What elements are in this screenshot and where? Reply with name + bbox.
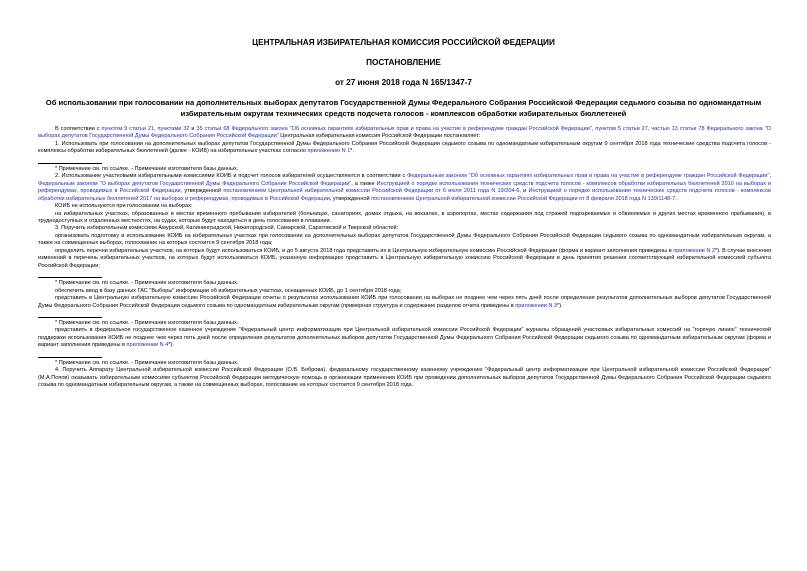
link-instruction-koib-2010[interactable]: Инструкцией о порядке использования технических средств подсчета голосов - комплексов обработки избирательных бюллетеней 2010 на выборах и референдумах, проводимых в Российской Федерации: [38, 180, 771, 195]
footnote-divider: [38, 277, 102, 278]
document-type-heading: ПОСТАНОВЛЕНИЕ: [366, 58, 441, 67]
link-appendix-4[interactable]: приложении N 4: [126, 342, 169, 349]
paragraph-3-define-lists: определить перечни избирательных участков, на которых будут использоваться КОИБ, и до 5 августа 2018 года представить их в Центральную избирательную комиссию Российской Федерации (форма и вариант заполнения приведены в приложении N 2*). В случае внесения изменений в перечень избирательных участков, на которых будут использоваться КОИБ, указанную информацию представить в Центральную избирательную комиссию Российской Федерации в день принятия решения соответствующей избирательной комиссией субъекта Российской Федерации;: [38, 247, 771, 269]
link-appendix-2[interactable]: приложении N 2: [673, 247, 716, 254]
footnote-divider: [38, 357, 102, 358]
footnote-note: * Примечание см. по ссылке. - Примечание изготовителя базы данных.: [55, 359, 239, 366]
link-law-duma-elections[interactable]: Федеральным законом "О выборах депутатов Государственной Думы Федерального Собрания Российской Федерации": [38, 180, 352, 187]
link-resolution-2011[interactable]: постановлением Центральной избирательной комиссии Российской Федерации от 6 июля 2011 года N 19/204-6: [223, 188, 520, 195]
document-date-number: от 27 июня 2018 года N 165/1347-7: [335, 78, 472, 87]
paragraph-3-organize: организовать подготовку и использование КОИБ на избирательных участках при голосовании на дополнительных выборах депутатов Государственной Думы Федерального Собрания Российской Федерации седьмого созыва по одномандатным избирательным округам, а также на совмещенных выборах, голосование на которых состоится 9 сентября 2018 года;: [38, 232, 771, 247]
organization-heading: ЦЕНТРАЛЬНАЯ ИЗБИРАТЕЛЬНАЯ КОМИССИЯ РОССИЙСКОЙ ФЕДЕРАЦИИ: [252, 38, 555, 47]
link-instruction-koib-2017[interactable]: Инструкцией о порядке использования технических средств подсчета голосов - комплексов обработки избирательных бюллетеней 2017 на выборах и референдумах, проводимых в Российской Федерации: [38, 188, 771, 202]
link-federal-law-duma[interactable]: частью 13 статьи 78 Федерального закона "О выборах депутатов Государственной Думы Федерального Собрания Российской Федерации": [38, 126, 771, 140]
paragraph-4: 4. Поручить Аппарату Центральной избирательной комиссии Российской Федерации (О.В. Боброва), федеральному государственному казенному учреждению "Федеральный центр информатизации при Центральной избирательной комиссии Российской Федерации" (М.А.Попов) оказывать избирательным комиссиям субъектов Российской Федерации методическую помощь в организации применения КОИБ при проведении дополнительных выборов депутатов Государственной Думы Федерального Собрания Российской Федерации седьмого созыва по одномандатным избирательным округам, а также на совмещенных выборах, голосование на которых состоится 9 сентября 2018 года.: [38, 367, 771, 389]
paragraph-3-reports: представить в Центральную избирательную комиссию Российской Федерации отчеты о результатах использования КОИБ при голосовании на выборах не позднее чем через пять дней после определения результатов дополнительных выборов депутатов Государственной Думы Федерального Собрания Российской Федерации седьмого созыва по одномандатным избирательным округам (примерная структура и содержание разделов отчета приведены в приложении N 3*).: [38, 295, 771, 309]
footnote-note: * Примечание см. по ссылке. - Примечание изготовителя базы данных.: [55, 280, 239, 287]
footnote-divider: [38, 163, 102, 164]
paragraph-exceptions: на избирательных участках, образованных в местах временного пребывания избирателей (больницах, санаториях, домах отдыха, на вокзалах, в аэропортах, местах содержания под стражей подозреваемых и обвиняемых и других местах временного пребывания), в труднодоступных и отдаленных местностях, на судах, которые будут находиться в день голосования в плавании.: [38, 210, 771, 224]
link-appendix-1[interactable]: приложению N 1: [307, 148, 351, 155]
paragraph-preamble: В соответствии с пунктом 9 статьи 21, пунктами 32 и 35 статьи 68 Федерального закона "Об основных гарантиях избирательных прав и права на участие в референдуме граждан Российской Федерации", пунктом 5 статьи 27, частью 13 статьи 78 Федерального закона "О выборах депутатов Государственной Думы Федерального Собрания Российской Федерации" Центральная избирательная комиссия Российской Федерации постановляет:: [38, 126, 771, 140]
document-body: [38, 126, 771, 390]
paragraph-2: 2. Использование участковыми избирательными комиссиями КОИБ и подсчет голосов избирателей осуществляются в соответствии с Федеральным законом "Об основных гарантиях избирательных прав и права на участие в референдуме граждан Российской Федерации", Федеральным законом "О выборах депутатов Государственной Думы Федерального Собрания Российской Федерации", а также Инструкцией о порядке использования технических средств подсчета голосов - комплексов обработки избирательных бюллетеней 2010 на выборах и референдумах, проводимых в Российской Федерации, утвержденной постановлением Центральной избирательной комиссии Российской Федерации от 6 июля 2011 года N 19/204-6, и Инструкцией о порядке использования технических средств подсчета голосов - комплексов обработки избирательных бюллетеней 2017 на выборах и референдумах, проводимых в Российской Федерации, утвержденной постановлением Центральной избирательной комиссии Российской Федерации от 8 февраля 2018 года N 139/1148-7.: [38, 173, 771, 202]
paragraph-3-journals: представить в федеральное государственное казенное учреждение "Федеральный центр информатизации при Центральной избирательной комиссии Российской Федерации" журналы обращений участковых избирательных комиссий на "горячую линию" технической поддержки использования КОИБ не позднее чем через пять дней после определения результатов дополнительных выборов депутатов Государственной Думы Федерального Собрания Российской Федерации седьмого созыва по одномандатным избирательным округам (форма и вариант заполнения приведены в приложении N 4*).: [38, 327, 771, 349]
link-federal-law-guarantees[interactable]: 35 статьи 68 Федерального закона "Об основных гарантиях избирательных прав и права на участие в референдуме граждан Российской Федерации": [196, 126, 592, 132]
paragraph-koib-not-used: КОИБ не используются при голосовании на выборах:: [55, 203, 193, 210]
footnote-note: * Примечание см. по ссылке. - Примечание изготовителя базы данных.: [55, 165, 239, 172]
link-article-27[interactable]: пунктом 5 статьи 27: [595, 126, 648, 132]
link-appendix-3[interactable]: приложении N 3: [515, 302, 558, 309]
document-title: Об использовании при голосовании на дополнительных выборах депутатов Государственной Думы Федерального Собрания Российской Федерации седьмого созыва по одномандатным избирательным округам технических средств подсчета голосов - комплексов обработки избирательных бюллетеней: [45, 98, 762, 118]
paragraph-3: 3. Поручить избирательным комиссиям Амурской, Калининградской, Нижегородской, Самарской, Саратовской и Тверской областей:: [55, 225, 399, 232]
paragraph-1: 1. Использовать при голосовании на дополнительных выборах депутатов Государственной Думы Федерального Собрания Российской Федерации седьмого созыва по одномандатным избирательным округам 9 сентября 2018 года технические средства подсчета голосов - комплексы обработки избирательных бюллетеней (далее - КОИБ) на избирательных участках согласно приложению N 1*.: [38, 140, 771, 155]
paragraph-3-gas-vybory: обеспечить ввод в базу данных ГАС "Выборы" информации об избирательных участках, оснащенных КОИБ, до 1 сентября 2018 года;: [55, 287, 402, 294]
footnote-divider: [38, 317, 102, 318]
link-resolution-2018[interactable]: постановлением Центральной избирательной комиссии Российской Федерации от 8 февраля 2018 года N 139/1148-7: [371, 195, 676, 202]
link-article-21[interactable]: пунктом 9 статьи 21: [101, 126, 155, 132]
link-article-68-points-32[interactable]: пунктами 32: [157, 126, 190, 132]
footnote-note: * Примечание см. по ссылке. - Примечание изготовителя базы данных.: [55, 319, 239, 326]
link-law-guarantees[interactable]: Федеральным законом "Об основных гарантиях избирательных прав и права на участие в референдуме граждан Российской Федерации": [407, 173, 770, 180]
